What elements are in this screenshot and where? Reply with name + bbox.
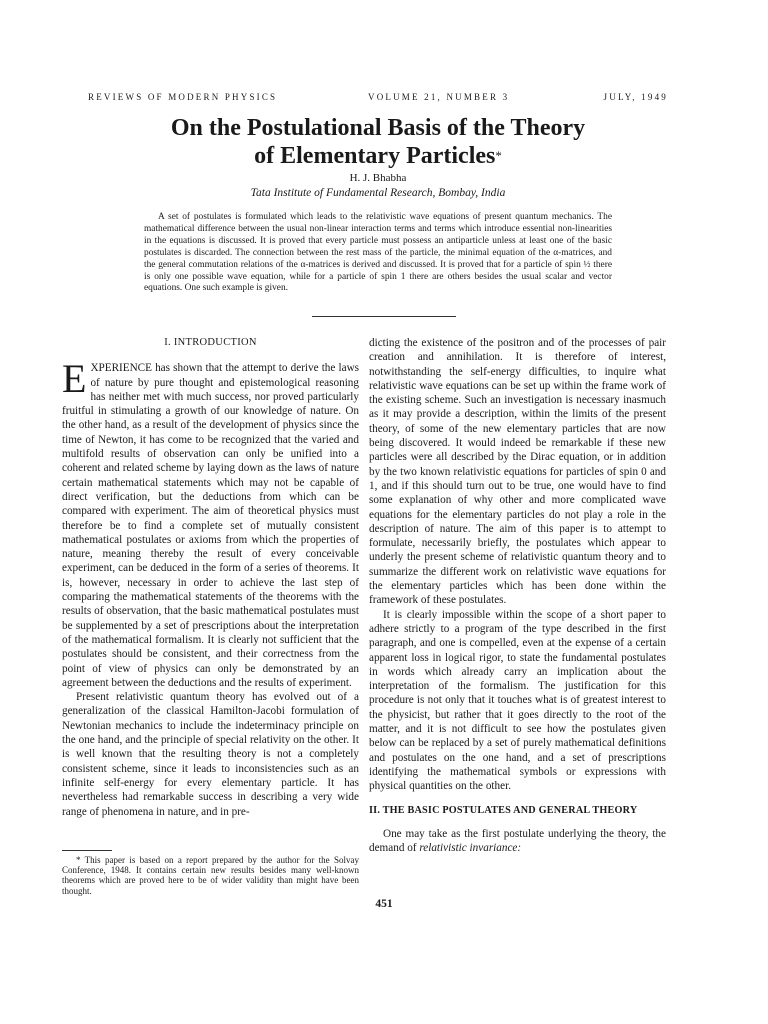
emphasis-relativistic-invariance: relativistic invariance: xyxy=(419,842,522,855)
footnote: * This paper is based on a report prepared by the author for the Solvay Conference, 1948. It contains certain new results besides many well-known theorems which are proved here to be of wider validity than might have been thought. xyxy=(62,855,359,896)
journal-name: REVIEWS OF MODERN PHYSICS xyxy=(88,92,278,102)
title-line-2 xyxy=(88,142,668,170)
paper-title xyxy=(88,114,668,170)
abstract: A set of postulates is formulated which leads to the relativistic wave equations of present quantum mechanics. The mathematical difference between the usual non-linear interaction terms and terms which introduce essential non-linearities in the equations is discussed. It is proved that every particle must possess an antiparticle unless at least one of the basic postulates is discarded. The connection between the rest mass of the particle, the minimal equation of the α-matrices, and the general commutation relations of the α-matrices is derived and discussed. It is proved that for a particle of spin ½ there is only one possible wave equation, while for a particle of spin 1 there are others besides the usual scalar and vector equations. One such example is given. xyxy=(144,212,612,294)
running-header xyxy=(88,92,668,106)
postulates-paragraph-1-text: One may take as the first postulate underlying the theory, the demand of xyxy=(369,827,666,855)
title-line-1: On the Postulational Basis of the Theory xyxy=(170,115,586,141)
intro-paragraph-1-text: XPERIENCE has shown that the attempt to derive the laws of nature by pure thought and epistemological reasoning has neither met with much success, nor proved particularly fruitful in stimulating a growth of our knowledge of nature. On the other hand, as a result of the development of physics since the time of Newton, it has come to be recognized that the varied and multifold results of observation can only be unified into a coherent and related scheme by laying down as the laws of nature certain mathematical statements which may not be capable of direct verification, but the deductions from which can be compared with experiment. The aim of theoretical physics must therefore be to find a complete set of mutually consistent mathematical postulates or axioms from which the properties of nature, meaning thereby the result of every conceivable experiment, can be deduced in the form of a series of theorems. It is, however, necessary in order to achieve the last step of comparing the mathematical statements of the theorems with the results of observation, that the basic mathematical postulates must be supplemented by a set of prescriptions about the interpretation of the mathematical formalism. It is clearly not sufficient that the postulates should be consistent, and their correctness from the point of view of physics can only be demonstrated by an agreement between the deductions and the results of experiment. xyxy=(62,362,359,689)
intro-paragraph-4: It is clearly impossible within the scope of a short paper to adhere strictly to a program of the type described in the first paragraph, and one is compelled, even at the expense of a certain apparent loss in logical rigor, to state the fundamental postulates in words which already carry an implication about the interpretation of the formalism. The justification for this procedure is not only that it touches what is of greatest interest to the physicist, but rather that it goes directly to the root of the matter, and it is not difficult to see how the postulates given below can be replaced by a set of purely mathematical definitions and postulates on the one hand, and a set of prescriptions identifying the mathematical symbols or expressions with physical quantities on the other. xyxy=(369,608,666,793)
section-heading-postulates: II. THE BASIC POSTULATES AND GENERAL THEORY xyxy=(369,804,638,816)
section-divider xyxy=(312,316,456,317)
intro-paragraph-3: dicting the existence of the positron and of the processes of pair creation and annihilation. It is therefore of interest, notwithstanding the self-energy difficulties, to inquire what relativistic wave equations can be set up within the frame work of the existing scheme. Such an investigation is necessary inasmuch as it may provide a description, within the limits of the present theory, of some of the new elementary particles that are now being discovered. It would indeed be remarkable if these new particles were all described by the Dirac equation, or in addition by the two known relativistic equations for particles of spin 0 and 1, and if this should turn out to be true, one would have to find some explanation of why other and more complicated wave equations for the elementary particles do not play a role in the description of nature. The aim of this paper is to attempt to formulate, necessarily briefly, the postulates which appear to underly the present scheme of relativistic quantum theory and to summarize the different work on relativistic wave equations for the elementary particles which has been done within the framework of these postulates. xyxy=(369,337,666,607)
postulates-paragraph-1 xyxy=(369,827,666,856)
right-column xyxy=(369,336,666,855)
left-column xyxy=(62,336,359,819)
title-line-2-text: of Elementary Particles xyxy=(254,143,496,169)
section-heading-introduction: I. INTRODUCTION xyxy=(164,337,257,348)
intro-paragraph-2: Present relativistic quantum theory has evolved out of a generalization of the classical Hamilton-Jacobi formulation of Newtonian mechanics to include the indeterminacy principle on the one hand, and the principle of special relativity on the other. It is well known that the resulting theory is not a completely consistent scheme, since it leads to inconsistencies such as an infinite self-energy for every elementary particle. It has nevertheless had remarkable success in describing a very wide range of phenomena in nature, and in pre- xyxy=(62,691,359,818)
title-footnote-marker: * xyxy=(495,148,502,163)
drop-cap: E xyxy=(62,356,87,402)
intro-paragraph-1 xyxy=(62,356,359,690)
footnote-divider xyxy=(62,850,112,851)
volume-number: VOLUME 21, NUMBER 3 xyxy=(368,92,510,102)
issue-date: JULY, 1949 xyxy=(603,92,668,102)
author-affiliation: Tata Institute of Fundamental Research, Bombay, India xyxy=(250,187,506,199)
page-number: 451 xyxy=(375,898,393,910)
author-name: H. J. Bhabha xyxy=(349,172,407,184)
